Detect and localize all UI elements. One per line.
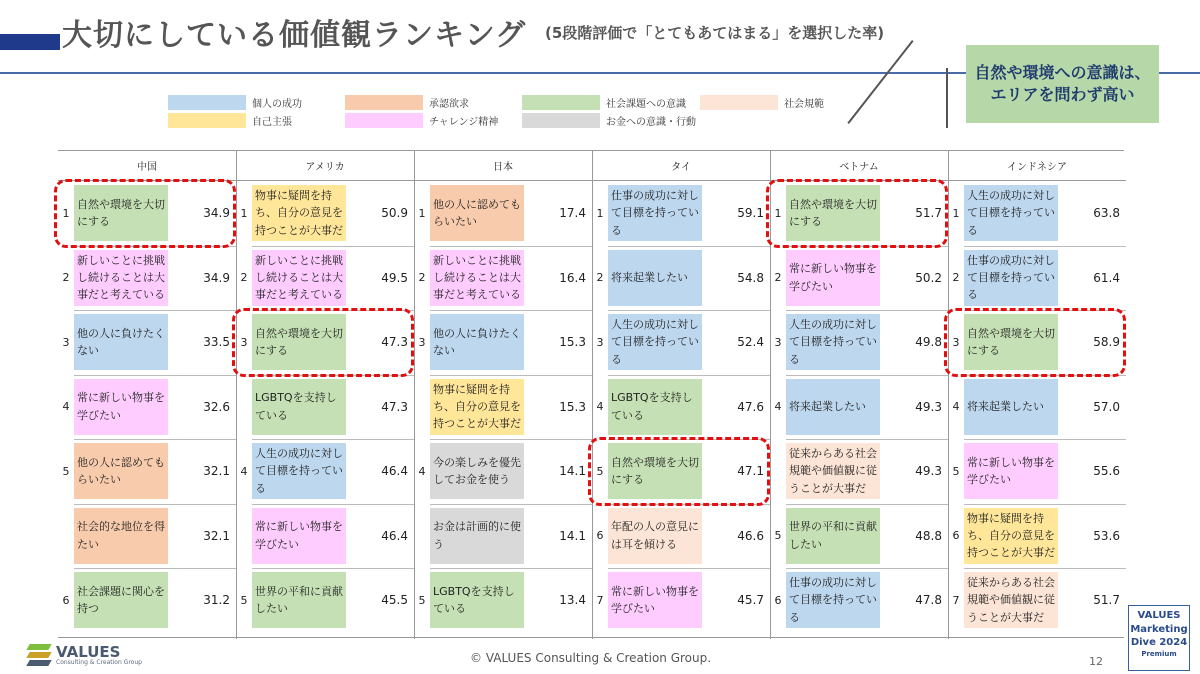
legend-swatch xyxy=(345,113,423,128)
percentage-value: 53.6 xyxy=(1093,528,1120,543)
value-item-cell: LGBTQを支持している xyxy=(430,572,524,628)
row-separator xyxy=(430,246,592,247)
rank-number: 6 xyxy=(62,593,70,607)
country-header: タイ xyxy=(592,151,770,181)
row-separator xyxy=(964,568,1126,569)
rank-number: 5 xyxy=(62,464,70,478)
badge-line-2: Marketing xyxy=(1130,623,1188,635)
rank-number xyxy=(771,443,785,499)
percentage-value: 49.3 xyxy=(915,464,942,478)
copyright-text: © VALUES Consulting & Creation Group. xyxy=(470,651,712,665)
value-item-cell: 仕事の成功に対して目標を持っている xyxy=(608,185,702,241)
rank-number xyxy=(415,379,429,435)
rank-number: 1 xyxy=(62,206,70,220)
country-header: 日本 xyxy=(414,151,592,181)
percentage-value: 17.4 xyxy=(559,206,586,220)
value-item-cell: 常に新しい物事を学びたい xyxy=(786,250,880,306)
highlight-dashed-box xyxy=(944,308,1126,377)
percentage-value: 46.4 xyxy=(381,528,408,543)
value-item-cell: 常に新しい物事を学びたい xyxy=(252,508,346,564)
row-separator xyxy=(786,439,948,440)
badge-line-3: Dive 2024 xyxy=(1130,637,1188,648)
legend-label: 自己主張 xyxy=(252,117,292,128)
percentage-value: 32.1 xyxy=(203,528,230,543)
value-item-cell: 自然や環境を大切にする xyxy=(964,314,1058,370)
country-header: インドネシア xyxy=(948,151,1126,181)
percentage-value: 61.4 xyxy=(1093,270,1120,285)
percentage-value: 14.1 xyxy=(559,464,586,478)
value-item-cell: 年配の人の意見には耳を傾ける xyxy=(608,508,702,564)
callout-line-2: エリアを問わず高い xyxy=(990,85,1135,104)
value-item-cell: 物事に疑問を持ち、自分の意見を持つことが大事だ xyxy=(964,508,1058,564)
value-item-cell: 人生の成功に対して目標を持っている xyxy=(608,314,702,370)
callout-pointer-line-vertical xyxy=(946,68,948,128)
rank-number: 3 xyxy=(774,335,782,349)
value-item-cell: 物事に疑問を持ち、自分の意見を持つことが大事だ xyxy=(430,379,524,435)
row-separator xyxy=(74,504,236,505)
row-separator xyxy=(964,504,1126,505)
rank-number: 2 xyxy=(62,271,70,284)
value-item-cell: LGBTQを支持している xyxy=(252,379,346,435)
value-item-cell: 今の楽しみを優先してお金を使う xyxy=(430,443,524,499)
percentage-value: 46.6 xyxy=(737,528,764,543)
percentage-value: 50.2 xyxy=(915,270,942,285)
percentage-value: 31.2 xyxy=(203,593,230,607)
highlight-dashed-box xyxy=(232,308,414,377)
row-separator xyxy=(608,310,770,311)
percentage-value: 47.3 xyxy=(381,335,408,349)
value-item-cell: 常に新しい物事を学びたい xyxy=(74,379,168,435)
rank-number: 3 xyxy=(62,335,70,349)
percentage-value: 15.3 xyxy=(559,399,586,414)
highlight-dashed-box xyxy=(766,179,948,248)
row-separator xyxy=(608,375,770,376)
row-separator xyxy=(252,504,414,505)
row-separator xyxy=(786,504,948,505)
rank-number: 4 xyxy=(62,400,70,413)
rank-number: 5 xyxy=(774,529,782,542)
percentage-value: 49.5 xyxy=(381,270,408,285)
legend-item xyxy=(168,113,292,128)
legend-swatch xyxy=(522,95,600,110)
ranking-table xyxy=(58,150,1124,638)
row-separator xyxy=(252,568,414,569)
event-badge xyxy=(1128,605,1190,671)
rank-number: 1 xyxy=(596,206,604,220)
value-item-cell: 世界の平和に貢献したい xyxy=(786,508,880,564)
value-item-cell: 他の人に認めてもらいたい xyxy=(430,185,524,241)
value-item-cell: 従来からある社会規範や価値観に従うことが大事だ xyxy=(786,443,880,499)
legend-swatch xyxy=(522,113,600,128)
percentage-value: 55.6 xyxy=(1093,464,1120,478)
value-item-cell: 他の人に負けたくない xyxy=(74,314,168,370)
rank-number: 3 xyxy=(952,335,960,349)
percentage-value: 49.3 xyxy=(915,399,942,414)
percentage-value: 34.9 xyxy=(203,206,230,220)
country-header: ベトナム xyxy=(770,151,948,181)
legend-item xyxy=(522,95,686,110)
percentage-value: 48.8 xyxy=(915,528,942,543)
value-item-cell: 常に新しい物事を学びたい xyxy=(608,572,702,628)
row-separator xyxy=(430,504,592,505)
rank-number: 5 xyxy=(418,593,426,607)
value-item-cell: 新しいことに挑戦し続けることは大事だと考えている xyxy=(430,250,524,306)
percentage-value: 45.7 xyxy=(737,593,764,607)
rank-number xyxy=(237,508,251,564)
rank-number xyxy=(59,508,73,564)
row-separator xyxy=(74,439,236,440)
row-separator xyxy=(964,246,1126,247)
value-item-cell: 新しいことに挑戦し続けることは大事だと考えている xyxy=(74,250,168,306)
value-item-cell: 常に新しい物事を学びたい xyxy=(964,443,1058,499)
row-separator xyxy=(252,246,414,247)
legend-label: お金への意識・行動 xyxy=(606,117,696,128)
percentage-value: 51.7 xyxy=(915,206,942,220)
percentage-value: 49.8 xyxy=(915,335,942,349)
page-title: 大切にしている価値観ランキング xyxy=(62,18,527,53)
percentage-value: 54.8 xyxy=(737,270,764,285)
row-separator xyxy=(74,310,236,311)
value-item-cell: 物事に疑問を持ち、自分の意見を持つことが大事だ xyxy=(252,185,346,241)
percentage-value: 47.3 xyxy=(381,399,408,414)
percentage-value: 32.6 xyxy=(203,399,230,414)
value-item-cell: 自然や環境を大切にする xyxy=(252,314,346,370)
values-logo xyxy=(28,644,142,666)
legend-swatch xyxy=(345,95,423,110)
rank-number: 1 xyxy=(952,206,960,220)
legend-label: 社会規範 xyxy=(784,99,824,110)
callout-line-1: 自然や環境への意識は、 xyxy=(974,63,1151,83)
percentage-value: 32.1 xyxy=(203,464,230,478)
rank-number: 2 xyxy=(240,271,248,284)
value-item-cell: 仕事の成功に対して目標を持っている xyxy=(786,572,880,628)
page-number: 12 xyxy=(1089,655,1103,668)
rank-number: 3 xyxy=(596,335,604,349)
rank-number: 6 xyxy=(596,529,604,542)
rank-number: 2 xyxy=(774,271,782,284)
rank-number: 4 xyxy=(418,464,426,478)
legend-item xyxy=(168,95,302,110)
row-separator xyxy=(786,375,948,376)
value-item-cell: お金は計画的に使う xyxy=(430,508,524,564)
badge-line-1: VALUES xyxy=(1137,610,1181,621)
percentage-value: 58.9 xyxy=(1093,335,1120,349)
value-item-cell: 他の人に負けたくない xyxy=(430,314,524,370)
value-item-cell: 将来起業したい xyxy=(608,250,702,306)
percentage-value: 47.1 xyxy=(737,464,764,478)
rank-number: 5 xyxy=(596,464,604,478)
rank-number: 3 xyxy=(418,335,426,349)
rank-number: 1 xyxy=(418,206,426,220)
row-separator xyxy=(786,568,948,569)
rank-number: 5 xyxy=(240,593,248,607)
percentage-value: 57.0 xyxy=(1093,399,1120,414)
rank-number: 2 xyxy=(952,271,960,284)
value-item-cell: 新しいことに挑戦し続けることは大事だと考えている xyxy=(252,250,346,306)
percentage-value: 46.4 xyxy=(381,464,408,478)
rank-number: 4 xyxy=(596,400,604,413)
legend-swatch xyxy=(168,113,246,128)
rank-number: 4 xyxy=(952,400,960,413)
row-separator xyxy=(430,375,592,376)
country-header: アメリカ xyxy=(236,151,414,181)
percentage-value: 47.8 xyxy=(915,593,942,607)
legend-label: 個人の成功 xyxy=(252,99,302,110)
page-subtitle: (5段階評価で「とてもあてはまる」を選択した率) xyxy=(545,24,885,42)
percentage-value: 15.3 xyxy=(559,335,586,349)
percentage-value: 50.9 xyxy=(381,206,408,220)
title-accent-bar xyxy=(0,34,60,50)
row-separator xyxy=(430,439,592,440)
value-item-cell: 将来起業したい xyxy=(786,379,880,435)
legend-item xyxy=(522,113,696,128)
percentage-value: 63.8 xyxy=(1093,206,1120,220)
value-item-cell: 他の人に認めてもらいたい xyxy=(74,443,168,499)
rank-number: 4 xyxy=(240,464,248,478)
legend-item xyxy=(345,95,469,110)
legend-item xyxy=(345,113,498,128)
row-separator xyxy=(430,568,592,569)
row-separator xyxy=(786,310,948,311)
legend-item xyxy=(700,95,824,110)
percentage-value: 14.1 xyxy=(559,528,586,543)
legend-label: 社会課題への意識 xyxy=(606,99,686,110)
rank-number xyxy=(237,379,251,435)
value-item-cell: 将来起業したい xyxy=(964,379,1058,435)
row-separator xyxy=(608,246,770,247)
row-separator xyxy=(252,439,414,440)
highlight-dashed-box xyxy=(54,179,236,248)
rank-number: 2 xyxy=(418,271,426,284)
rank-number: 6 xyxy=(774,593,782,607)
percentage-value: 13.4 xyxy=(559,593,586,607)
percentage-value: 45.5 xyxy=(381,593,408,607)
row-separator xyxy=(430,310,592,311)
percentage-value: 33.5 xyxy=(203,335,230,349)
logo-name: VALUES xyxy=(56,642,121,661)
logo-subtitle: Consulting & Creation Group xyxy=(56,658,142,666)
rank-number xyxy=(415,508,429,564)
value-item-cell: 自然や環境を大切にする xyxy=(74,185,168,241)
values-logo-mark-icon xyxy=(28,644,52,666)
row-separator xyxy=(964,439,1126,440)
legend-swatch xyxy=(168,95,246,110)
percentage-value: 52.4 xyxy=(737,335,764,349)
value-item-cell: 人生の成功に対して目標を持っている xyxy=(786,314,880,370)
value-item-cell: 従来からある社会規範や価値観に従うことが大事だ xyxy=(964,572,1058,628)
legend-swatch xyxy=(700,95,778,110)
percentage-value: 16.4 xyxy=(559,270,586,285)
rank-number: 7 xyxy=(596,593,604,607)
rank-number: 5 xyxy=(952,464,960,478)
legend-label: チャレンジ精神 xyxy=(429,117,499,128)
value-item-cell: 自然や環境を大切にする xyxy=(786,185,880,241)
callout-box xyxy=(966,45,1159,123)
percentage-value: 51.7 xyxy=(1093,593,1120,607)
callout-pointer-line xyxy=(847,40,913,124)
value-item-cell: LGBTQを支持している xyxy=(608,379,702,435)
legend-label: 承認欲求 xyxy=(429,99,469,110)
value-item-cell: 社会課題に関心を持つ xyxy=(74,572,168,628)
rank-number: 1 xyxy=(240,206,248,220)
rank-number: 3 xyxy=(240,335,248,349)
percentage-value: 34.9 xyxy=(203,270,230,285)
rank-number: 2 xyxy=(596,271,604,284)
value-item-cell: 仕事の成功に対して目標を持っている xyxy=(964,250,1058,306)
value-item-cell: 人生の成功に対して目標を持っている xyxy=(252,443,346,499)
value-item-cell: 自然や環境を大切にする xyxy=(608,443,702,499)
rank-number: 1 xyxy=(774,206,782,220)
highlight-dashed-box xyxy=(588,437,770,506)
percentage-value: 47.6 xyxy=(737,399,764,414)
percentage-value: 59.1 xyxy=(737,206,764,220)
row-separator xyxy=(74,568,236,569)
badge-line-4: Premium xyxy=(1141,649,1177,658)
rank-number: 6 xyxy=(952,529,960,542)
rank-number: 7 xyxy=(952,593,960,607)
country-header: 中国 xyxy=(58,151,236,181)
value-item-cell: 世界の平和に貢献したい xyxy=(252,572,346,628)
row-separator xyxy=(74,375,236,376)
row-separator xyxy=(608,568,770,569)
value-item-cell: 人生の成功に対して目標を持っている xyxy=(964,185,1058,241)
value-item-cell: 社会的な地位を得たい xyxy=(74,508,168,564)
rank-number: 4 xyxy=(774,400,782,413)
